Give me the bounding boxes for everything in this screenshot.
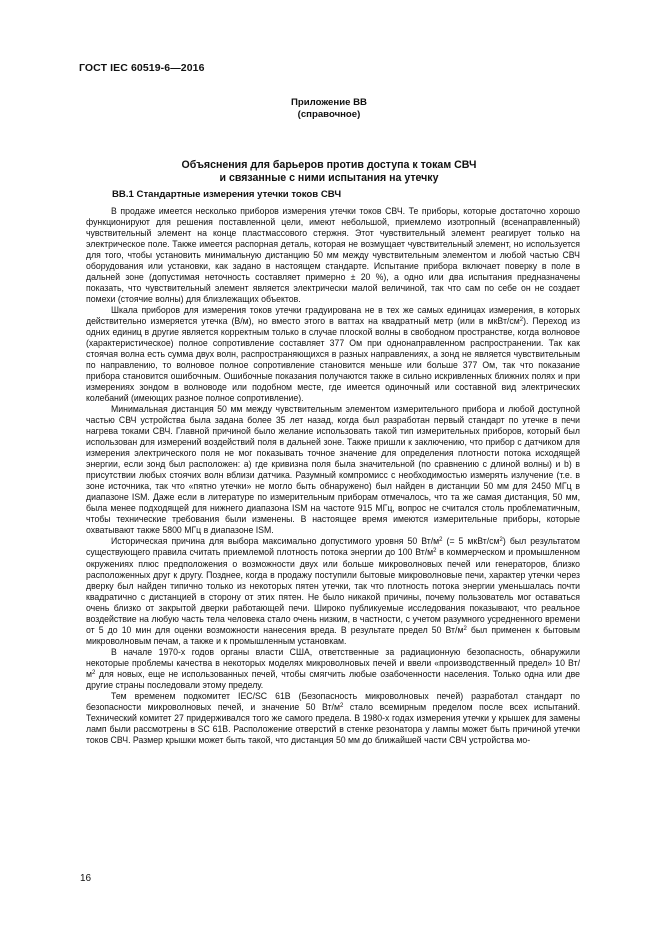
paragraph-4 [86,536,580,646]
superscript: 2 [439,537,443,544]
superscript: 2 [339,702,344,709]
superscript: 2 [92,669,96,676]
paragraph-4-text-e: был применен к бытовым микроволновым печам, а также и к промышленным установкам. [86,624,580,646]
paragraph-5-text-a: В начале 1970-х годов органы власти США, ответственные за радиационную безопасность, обнаружили некоторые проблемы качества в некоторых моделях микроволновых печей и ввели «производственный предел» 10 Вт/м [86,646,580,679]
superscript: 2 [519,317,524,324]
paragraph-1-text: В продаже имеется несколько приборов измерения утечки токов СВЧ. Те приборы, которые достаточно хорошо функционируют для решения поставленной цели, имеют небольшой, приемлемо изотропный (всенаправленный) чувствительный элемент на конце пластмассового стержня. Этот чувствительный элемент реагирует только на электрическое поле. Также имеется распорная деталь, которая не возмущает чувствительный элемент, но используется для того, чтобы установить минимальную дистанцию 50 мм между чувствительным элементом и любой частью СВЧ оборудования или установки, как задано в настоящем стандарте. Испытание прибора включает поверку в поле в дальней зоне (допустимая неточность составляет примерно ± 20 %), а одно или два испытания предназначены показать, что чувствительный элемент является электрически малой величиной, так что сам по себе он не создает помехи (стоячие волны) для близлежащих объектов. [86,206,580,305]
page-number: 16 [80,873,92,884]
paragraph-5 [86,647,580,691]
paragraph-2-text-a: Шкала приборов для измерения токов утечки градуирована не в тех же самых единицах измерения, в которых действительно измеряется утечка (В/м), но вместо этого в ваттах на квадратный метр (или в мкВт/см [86,305,580,327]
paragraph-4-text-d: в коммерческом и промышленном окружениях плюс предположения о возможности двух или больше микроволновых печей или генераторов, близко расположенных друг к другу. Позднее, когда в продажу поступили бытовые микроволновые печи, характер утечки через дверку был найден типично только из некоторых пятен утечки, так что плотность потока энергии уменьшалась почти квадратично с дистанцией в сторону от этих пятен. Не было никакой причины, почему пользователь мог оставаться очень близко от закрытой дверки работающей печи. Широко публикуемые исследования показывают, что реальное воздействие на любую часть тела человека стало очень низким, в частности, с учетом разумного усредненного времени от 5 до 10 мин для оценки возможности нанесения вреда. В результате предел 50 Вт/м [86,547,580,635]
appendix-heading [79,97,579,121]
standard-designation: ГОСТ IEC 60519-6—2016 [79,62,205,74]
superscript: 2 [499,537,503,544]
superscript: 2 [463,625,467,632]
paragraph-1 [86,206,580,305]
body-text [86,206,580,746]
appendix-title: Приложение ВВ [291,97,367,108]
paragraph-4-text-a: Историческая причина для выбора максимально допустимого уровня 50 Вт/м [111,536,440,547]
annex-title [79,159,579,185]
superscript: 2 [433,548,437,555]
paragraph-6-text-b: стало всемирным пределом после всех испытаний. Технический комитет 27 придерживался того же самого предела. В 1980-х годах измерения утечки у крышек для замены ламп были рассмотрены в SC 61B. Расположение отверстий в стенке резонатора у лампы может быть причиной утечки токов СВЧ. Размер крышки может быть такой, что дистанция 50 мм до ближайшей части СВЧ устройства мо- [86,701,581,745]
paragraph-3-text: Минимальная дистанция 50 мм между чувствительным элементом измерительного прибора и любой доступной частью СВЧ устройства была задана более 35 лет назад, когда был разработан первый стандарт по утечке в печи нагрева токами СВЧ. Главной причиной было желание использовать такой тип измерительных приборов, который был использован для измерений воздействий поля в дальней зоне. Также пришли к заключению, что прибор с датчиком для измерения электрического поля не мог показывать точное значение для определения плотности потока исходящей энергии, если зонд был расположен: a) где кривизна поля была значительной (по сравнению с длиной волны) и b) в присутствии любых стоячих волн вблизи датчика. Разумный компромисс с необходимостью измерять излучение (т.е. в зоне источника, так что «пятно утечки» не могло быть обнаружено) был найден в дистанции 50 мм для 2450 МГц в диапазоне ISM. Даже если в литературе по измерительным приборам отмечалось, что та же самая дистанция, 50 мм, была менее подходящей для нижнего диапазона ISM на частоте 915 МГц, вопрос не считался столь проблематичным, чтобы технические требования были изменены. В настоящее время имеются измерительные приборы, которые охватывают также 5800 МГц в диапазоне ISM. [86,404,580,536]
paragraph-4-text-b: (= 5 мкВт/см [442,536,500,547]
paragraph-6 [86,691,580,746]
paragraph-5-text-b: для новых, еще не использованных печей, чтобы смягчить любые озабоченности населения. Только одна или две другие страны последовали этому пределу. [86,668,580,690]
paragraph-3 [86,404,580,536]
paragraph-2-text-b: ). Переход из одних единиц в другие является корректным только в случае плоской волны в свободном пространстве, когда волновое (характеристическое) полное сопротивление составляет 377 Ом при однонаправленном распространении. Так как стоячая волна есть сумма двух волн, распространяющихся в разных направлениях, а зонд не является чувствительным по направлению, то волновое полное сопротивление становится меньше или больше 377 Ом, так что показание прибора становится ошибочным. Ошибочные показания получаются также в сильно искривленных ближних полях и при измерениях зондом в волноводе или подобном месте, где имеется одиночный или составной вид электрических колебаний (имеющих разное полное сопротивление). [86,316,580,404]
appendix-subtitle: (справочное) [297,109,361,120]
section-heading: ВВ.1 Стандартные измерения утечки токов СВЧ [112,189,342,200]
paragraph-4-text-c: ) был результатом существующего правила считать приемлемой плотность потока энергии до 100 Вт/м [86,536,581,558]
annex-title-line-1: Объяснения для барьеров против доступа к токам СВЧ [181,159,477,171]
annex-title-line-2: и связанные с ними испытания на утечку [219,172,439,184]
paragraph-2 [86,305,580,404]
paragraph-6-text-a: Тем временем подкомитет IEC/SC 61B (Безопасность микроволновых печей) разработал стандарт по безопасности микроволновых печей, и значение 50 Вт/м [86,690,580,712]
